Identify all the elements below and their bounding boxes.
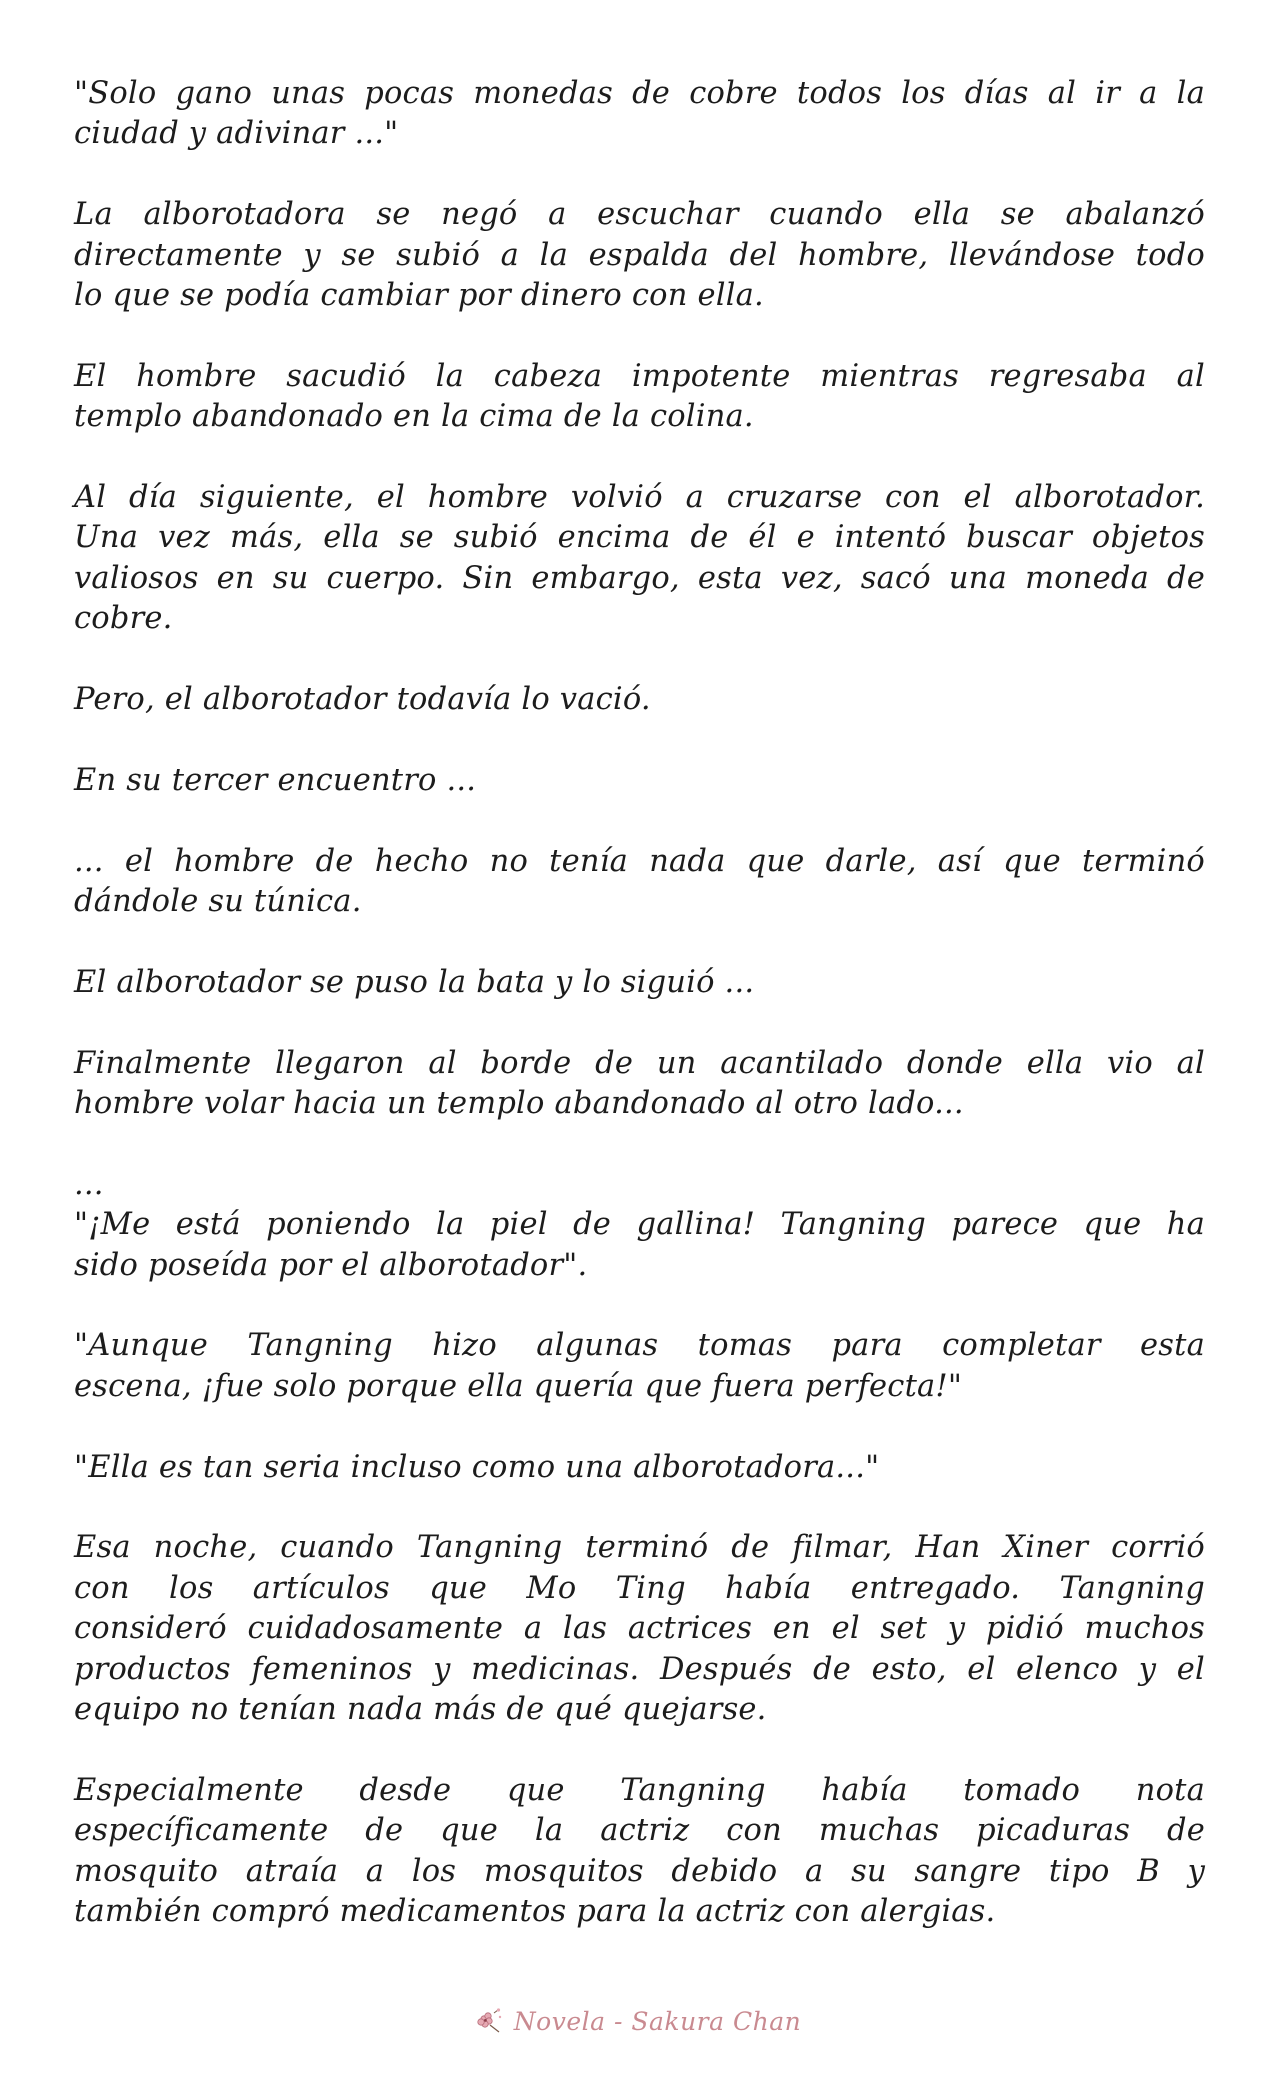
paragraph xyxy=(74,1326,1205,1407)
paragraph-line: La alborotadora se negó a escuchar cuando ella se abalanzó xyxy=(74,197,1205,233)
footer-watermark xyxy=(0,1996,1275,2046)
paragraph xyxy=(74,680,1205,720)
paragraph-line: "Solo gano unas pocas monedas de cobre todos los días al ir a la xyxy=(74,76,1205,111)
paragraph-line: En su tercer encuentro ... xyxy=(74,762,477,798)
paragraph-line: ... el hombre de hecho no tenía nada que darle, así que terminó xyxy=(74,843,1205,879)
paragraph-line: también compró medicamentos para la actriz con alergias. xyxy=(74,1894,996,1930)
paragraph-line: Al día siguiente, el hombre volvió a cruzarse con el alborotador. xyxy=(74,480,1205,516)
paragraph xyxy=(74,1044,1205,1125)
paragraph-line: "Ella es tan seria incluso como una alborotadora..." xyxy=(74,1449,880,1485)
paragraph-line: Una vez más, ella se subió encima de él e intentó buscar objetos xyxy=(74,520,1205,556)
paragraph-line: El hombre sacudió la cabeza impotente mientras regresaba al xyxy=(74,358,1205,394)
paragraph xyxy=(74,1771,1205,1933)
paragraph-line: cobre. xyxy=(74,601,173,637)
paragraph-line: directamente y se subió a la espalda del hombre, llevándose todo xyxy=(74,237,1205,273)
paragraph-line: valiosos en su cuerpo. Sin embargo, esta vez, sacó una moneda de xyxy=(74,560,1205,596)
paragraph-line: con los artículos que Mo Ting había entregado. Tangning xyxy=(74,1570,1205,1606)
paragraph-line: "Aunque Tangning hizo algunas tomas para completar esta xyxy=(74,1328,1205,1364)
paragraph xyxy=(74,74,1205,155)
paragraph-line: El alborotador se puso la bata y lo siguió ... xyxy=(74,964,755,1000)
cherry-blossom-icon xyxy=(474,2005,506,2037)
paragraph-line: Finalmente llegaron al borde de un acantilado donde ella vio al xyxy=(74,1045,1205,1081)
paragraph xyxy=(74,1165,1205,1286)
paragraph-line: equipo no tenían nada más de qué quejarse. xyxy=(74,1692,767,1728)
paragraph xyxy=(74,963,1205,1003)
paragraph-line: sido poseída por el alborotador". xyxy=(74,1247,588,1283)
paragraph-line: mosquito atraía a los mosquitos debido a su sangre tipo B y xyxy=(74,1853,1205,1889)
paragraph-line: dándole su túnica. xyxy=(74,884,362,920)
paragraph xyxy=(74,195,1205,316)
paragraph xyxy=(74,842,1205,923)
paragraph-line: ciudad y adivinar ..." xyxy=(74,116,399,152)
paragraph-line: templo abandonado en la cima de la colina. xyxy=(74,399,754,435)
document-body xyxy=(74,74,1205,1973)
paragraph-line: Especialmente desde que Tangning había tomado nota xyxy=(74,1772,1205,1808)
paragraph xyxy=(74,478,1205,640)
footer-text: Novela - Sakura Chan xyxy=(513,2006,802,2036)
paragraph xyxy=(74,1448,1205,1488)
paragraph xyxy=(74,761,1205,801)
paragraph-line: lo que se podía cambiar por dinero con ella. xyxy=(74,278,764,314)
paragraph xyxy=(74,357,1205,438)
paragraph-line: específicamente de que la actriz con muchas picaduras de xyxy=(74,1813,1205,1849)
paragraph-line: ... xyxy=(74,1166,104,1202)
paragraph-line: Esa noche, cuando Tangning terminó de filmar, Han Xiner corrió xyxy=(74,1530,1205,1566)
paragraph-line: escena, ¡fue solo porque ella quería que fuera perfecta!" xyxy=(74,1368,963,1404)
footer-inner xyxy=(474,2005,801,2037)
paragraph xyxy=(74,1528,1205,1730)
paragraph-line: Pero, el alborotador todavía lo vació. xyxy=(74,682,651,718)
paragraph-line: "¡Me está poniendo la piel de gallina! Tangning parece que ha xyxy=(74,1207,1205,1243)
paragraph-line: productos femeninos y medicinas. Después de esto, el elenco y el xyxy=(74,1651,1205,1687)
paragraph-line: consideró cuidadosamente a las actrices en el set y pidió muchos xyxy=(74,1611,1205,1647)
paragraph-line: hombre volar hacia un templo abandonado al otro lado... xyxy=(74,1086,964,1122)
